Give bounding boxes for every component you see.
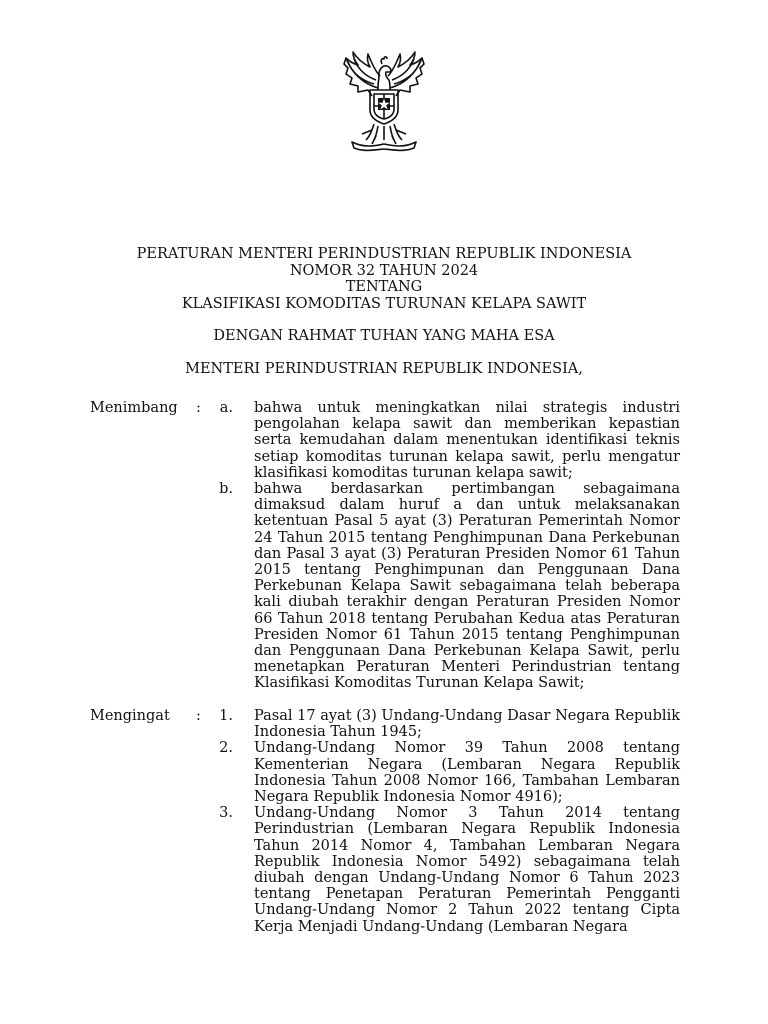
menimbang-section <box>90 400 680 692</box>
minister-line: MENTERI PERINDUSTRIAN REPUBLIK INDONESIA, <box>185 360 583 377</box>
item-marker: 2. <box>219 740 233 757</box>
garuda-pancasila-emblem-icon <box>334 50 434 152</box>
item-text: bahwa untuk meningkatkan nilai strategis industri pengolahan kelapa sawit dan memberikan kepastian serta kemudahan dalam menentukan identifikasi teknis setiap komoditas turunan kelapa sawit, perlu mengatur klasifikasi komoditas turunan kelapa sawit; <box>254 400 680 481</box>
item-marker: 1. <box>219 708 233 724</box>
item-marker: b. <box>219 481 233 498</box>
item-text: Pasal 17 ayat (3) Undang-Undang Dasar Negara Republik Indonesia Tahun 1945; <box>254 708 680 741</box>
item-marker: 3. <box>219 805 233 822</box>
invocation-line: DENGAN RAHMAT TUHAN YANG MAHA ESA <box>213 328 555 344</box>
list-item <box>90 400 680 481</box>
regulation-title: PERATURAN MENTERI PERINDUSTRIAN REPUBLIK INDONESIA <box>136 246 632 262</box>
document-heading <box>0 246 768 377</box>
mengingat-section <box>90 708 680 935</box>
regulation-number: NOMOR 32 TAHUN 2024 <box>289 262 479 279</box>
section-colon: : <box>196 400 201 416</box>
list-item <box>90 481 680 692</box>
regulation-about-label: TENTANG <box>345 279 423 295</box>
item-marker: a. <box>219 400 233 416</box>
section-label: Menimbang <box>90 400 178 416</box>
item-text: Undang-Undang Nomor 3 Tahun 2014 tentang Perindustrian (Lembaran Negara Republik Indonesia Tahun 2014 Nomor 4, Tambahan Lembaran Negara Republik Indonesia Nomor 5492) sebagaimana telah diubah dengan Undang-Undang Nomor 6 Tahun 2023 tentang Penetapan Peraturan Pemerintah Pengganti Undang-Undang Nomor 2 Tahun 2022 tentang Cipta Kerja Menjadi Undang-Undang (Lembaran Negara <box>254 805 680 935</box>
list-item <box>90 708 680 740</box>
regulation-subject: KLASIFIKASI KOMODITAS TURUNAN KELAPA SAWIT <box>181 295 587 312</box>
section-label: Mengingat <box>90 708 170 724</box>
list-item <box>90 740 680 805</box>
item-text: Undang-Undang Nomor 39 Tahun 2008 tentang Kementerian Negara (Lembaran Negara Republik Indonesia Tahun 2008 Nomor 166, Tambahan Lembaran Negara Republik Indonesia Nomor 4916); <box>254 740 680 806</box>
list-item <box>90 805 680 935</box>
item-text: bahwa berdasarkan pertimbangan sebagaimana dimaksud dalam huruf a dan untuk melaksanakan ketentuan Pasal 5 ayat (3) Peraturan Pemerintah Nomor 24 Tahun 2015 tentang Penghimpunan Dana Perkebunan dan Pasal 3 ayat (3) Peraturan Presiden Nomor 61 Tahun 2015 tentang Penghimpunan dan Penggunaan Dana Perkebunan Kelapa Sawit sebagaimana telah beberapa kali diubah terakhir dengan Peraturan Presiden Nomor 66 Tahun 2018 tentang Perubahan Kedua atas Peraturan Presiden Nomor 61 Tahun 2015 tentang Penghimpunan dan Penggunaan Dana Perkebunan Kelapa Sawit, perlu menetapkan Peraturan Menteri Perindustrian tentang Klasifikasi Komoditas Turunan Kelapa Sawit; <box>254 481 680 692</box>
section-colon: : <box>196 708 201 724</box>
